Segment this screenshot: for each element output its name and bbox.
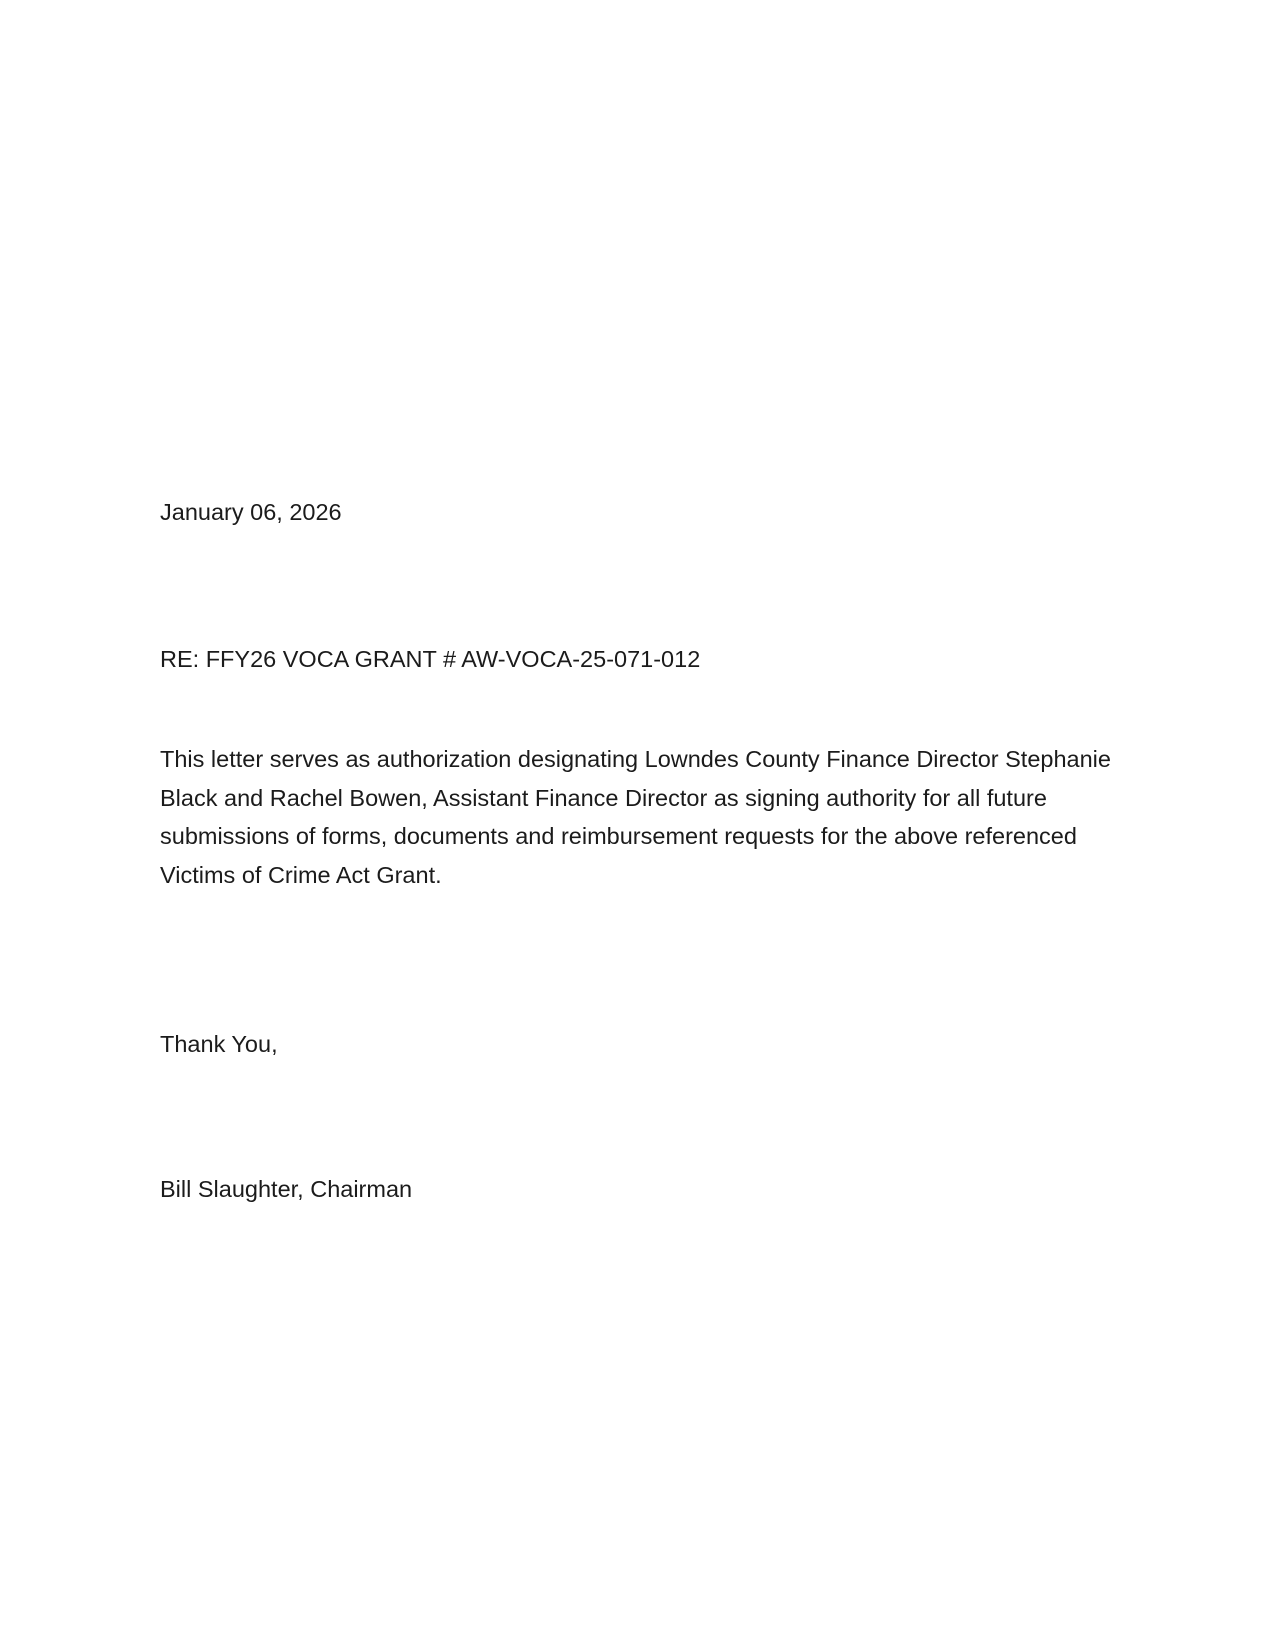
body-line-3: submissions of forms, documents and reimbursement requests for the above referenced: [160, 823, 1077, 849]
letter-closing: Thank You,: [160, 1031, 278, 1057]
letter-date: January 06, 2026: [160, 499, 342, 525]
body-line-1: This letter serves as authorization designating Lowndes County Finance Director Stephanie: [160, 746, 1111, 772]
body-line-4: Victims of Crime Act Grant.: [160, 861, 442, 888]
letter-signature-name: Bill Slaughter, Chairman: [160, 1176, 413, 1202]
letter-body-paragraph: [160, 740, 1111, 894]
body-line-2: Black and Rachel Bowen, Assistant Finance Director as signing authority for all future: [160, 784, 1047, 811]
letter-subject-re-line: RE: FFY26 VOCA GRANT # AW-VOCA-25-071-012: [160, 646, 701, 672]
